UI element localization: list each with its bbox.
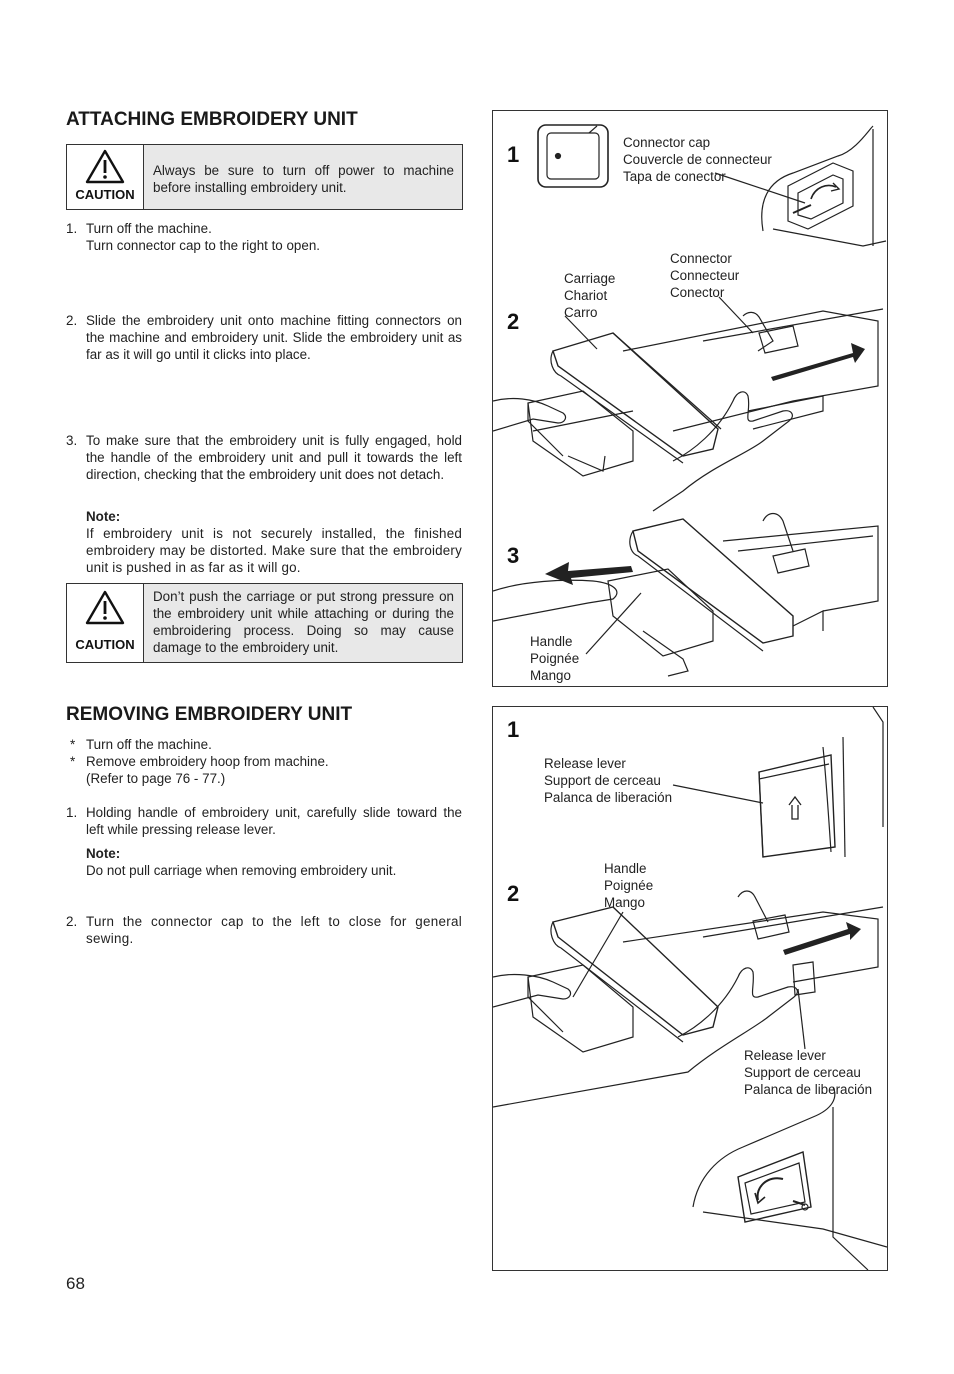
figure-step-number: 1: [507, 717, 520, 742]
caution-text: Don’t push the carriage or put strong pressure on the embroidery unit while attaching or during the embroidering process. Doing so may cause damage to the embroidery unit.: [153, 589, 454, 655]
label-connector: Connector Connecteur Conector: [670, 251, 740, 300]
bullet-text: Turn off the machine.: [86, 737, 212, 752]
label-carriage: Carriage Chariot Carro: [564, 271, 616, 320]
bullet-mark: *: [70, 754, 76, 769]
attach-step-2: [66, 312, 462, 363]
warning-triangle-icon: [67, 145, 143, 185]
page-number: 68: [66, 1274, 85, 1293]
figure-step-number: 2: [507, 881, 520, 906]
caution-icon-cell: [67, 584, 144, 662]
bullet-mark: *: [70, 737, 76, 752]
step-text: Turn the connector cap to the left to close for general sewing.: [86, 914, 462, 946]
attach-step-3: [66, 432, 462, 483]
caution-text: Always be sure to turn off power to machine before installing embroidery unit.: [153, 163, 454, 195]
step-text: Slide the embroidery unit onto machine fitting connectors on the machine and embroidery unit. Slide the embroidery unit as far as it will go until it clicks into place.: [86, 313, 462, 362]
caution-box-carriage: [66, 583, 463, 663]
caution-icon-cell: [67, 145, 144, 209]
figure-step-number: 2: [507, 309, 520, 334]
bullet-text: Remove embroidery hoop from machine.: [86, 754, 329, 769]
bullet-text-continued: (Refer to page 76 - 77.): [86, 771, 226, 786]
remove-note: [66, 845, 462, 879]
step-number: 1.: [66, 221, 78, 236]
remove-bullet-1: [66, 736, 462, 753]
label-handle: Handle Poignée Mango: [604, 861, 654, 910]
note-heading: Note:: [86, 509, 121, 524]
note-heading: Note:: [86, 846, 121, 861]
attach-note: [66, 508, 462, 576]
label-handle: Handle Poignée Mango: [530, 634, 580, 683]
caution-box-power: [66, 144, 463, 210]
step-number: 3.: [66, 433, 78, 448]
attach-section-title: ATTACHING EMBROIDERY UNIT: [66, 109, 358, 130]
step-number: 2.: [66, 313, 78, 328]
step-number: 2.: [66, 914, 78, 929]
label-release-lever-top: Release lever Support de cerceau Palanca de liberación: [544, 756, 673, 805]
step-text: Holding handle of embroidery unit, carefully slide toward the left while pressing release lever.: [86, 805, 462, 837]
note-text: Do not pull carriage when removing embroidery unit.: [86, 863, 397, 878]
note-text: If embroidery unit is not securely installed, the finished embroidery may be distorted. Make sure that the embroidery unit is pushed in as far as it will go.: [86, 526, 462, 575]
warning-triangle-icon: [67, 584, 143, 628]
label-connector-cap: Connector cap Couvercle de connecteur Tapa de conector: [623, 135, 772, 184]
step-text: To make sure that the embroidery unit is fully engaged, hold the handle of the embroidery unit and pull it towards the left direction, checking that the embroidery unit does not detach.: [86, 433, 462, 482]
figure-step-number: 1: [507, 142, 520, 167]
remove-step-1: [66, 804, 462, 838]
step-text-continued: Turn connector cap to the right to open.: [86, 238, 320, 253]
label-release-lever-bottom: Release lever Support de cerceau Palanca de liberación: [744, 1048, 873, 1097]
attach-illustration-drawing: [493, 111, 887, 686]
remove-illustration: [492, 706, 888, 1271]
caution-label: CAUTION: [75, 187, 135, 202]
remove-bullet-2: [66, 753, 462, 787]
step-number: 1.: [66, 805, 78, 820]
remove-step-2: [66, 913, 462, 947]
remove-section-title: REMOVING EMBROIDERY UNIT: [66, 704, 353, 725]
step-text: Turn off the machine.: [86, 221, 212, 236]
caution-label: CAUTION: [75, 637, 135, 652]
figure-step-number: 3: [507, 543, 520, 568]
attach-step-1: [66, 220, 462, 254]
attach-illustration: [492, 110, 888, 687]
